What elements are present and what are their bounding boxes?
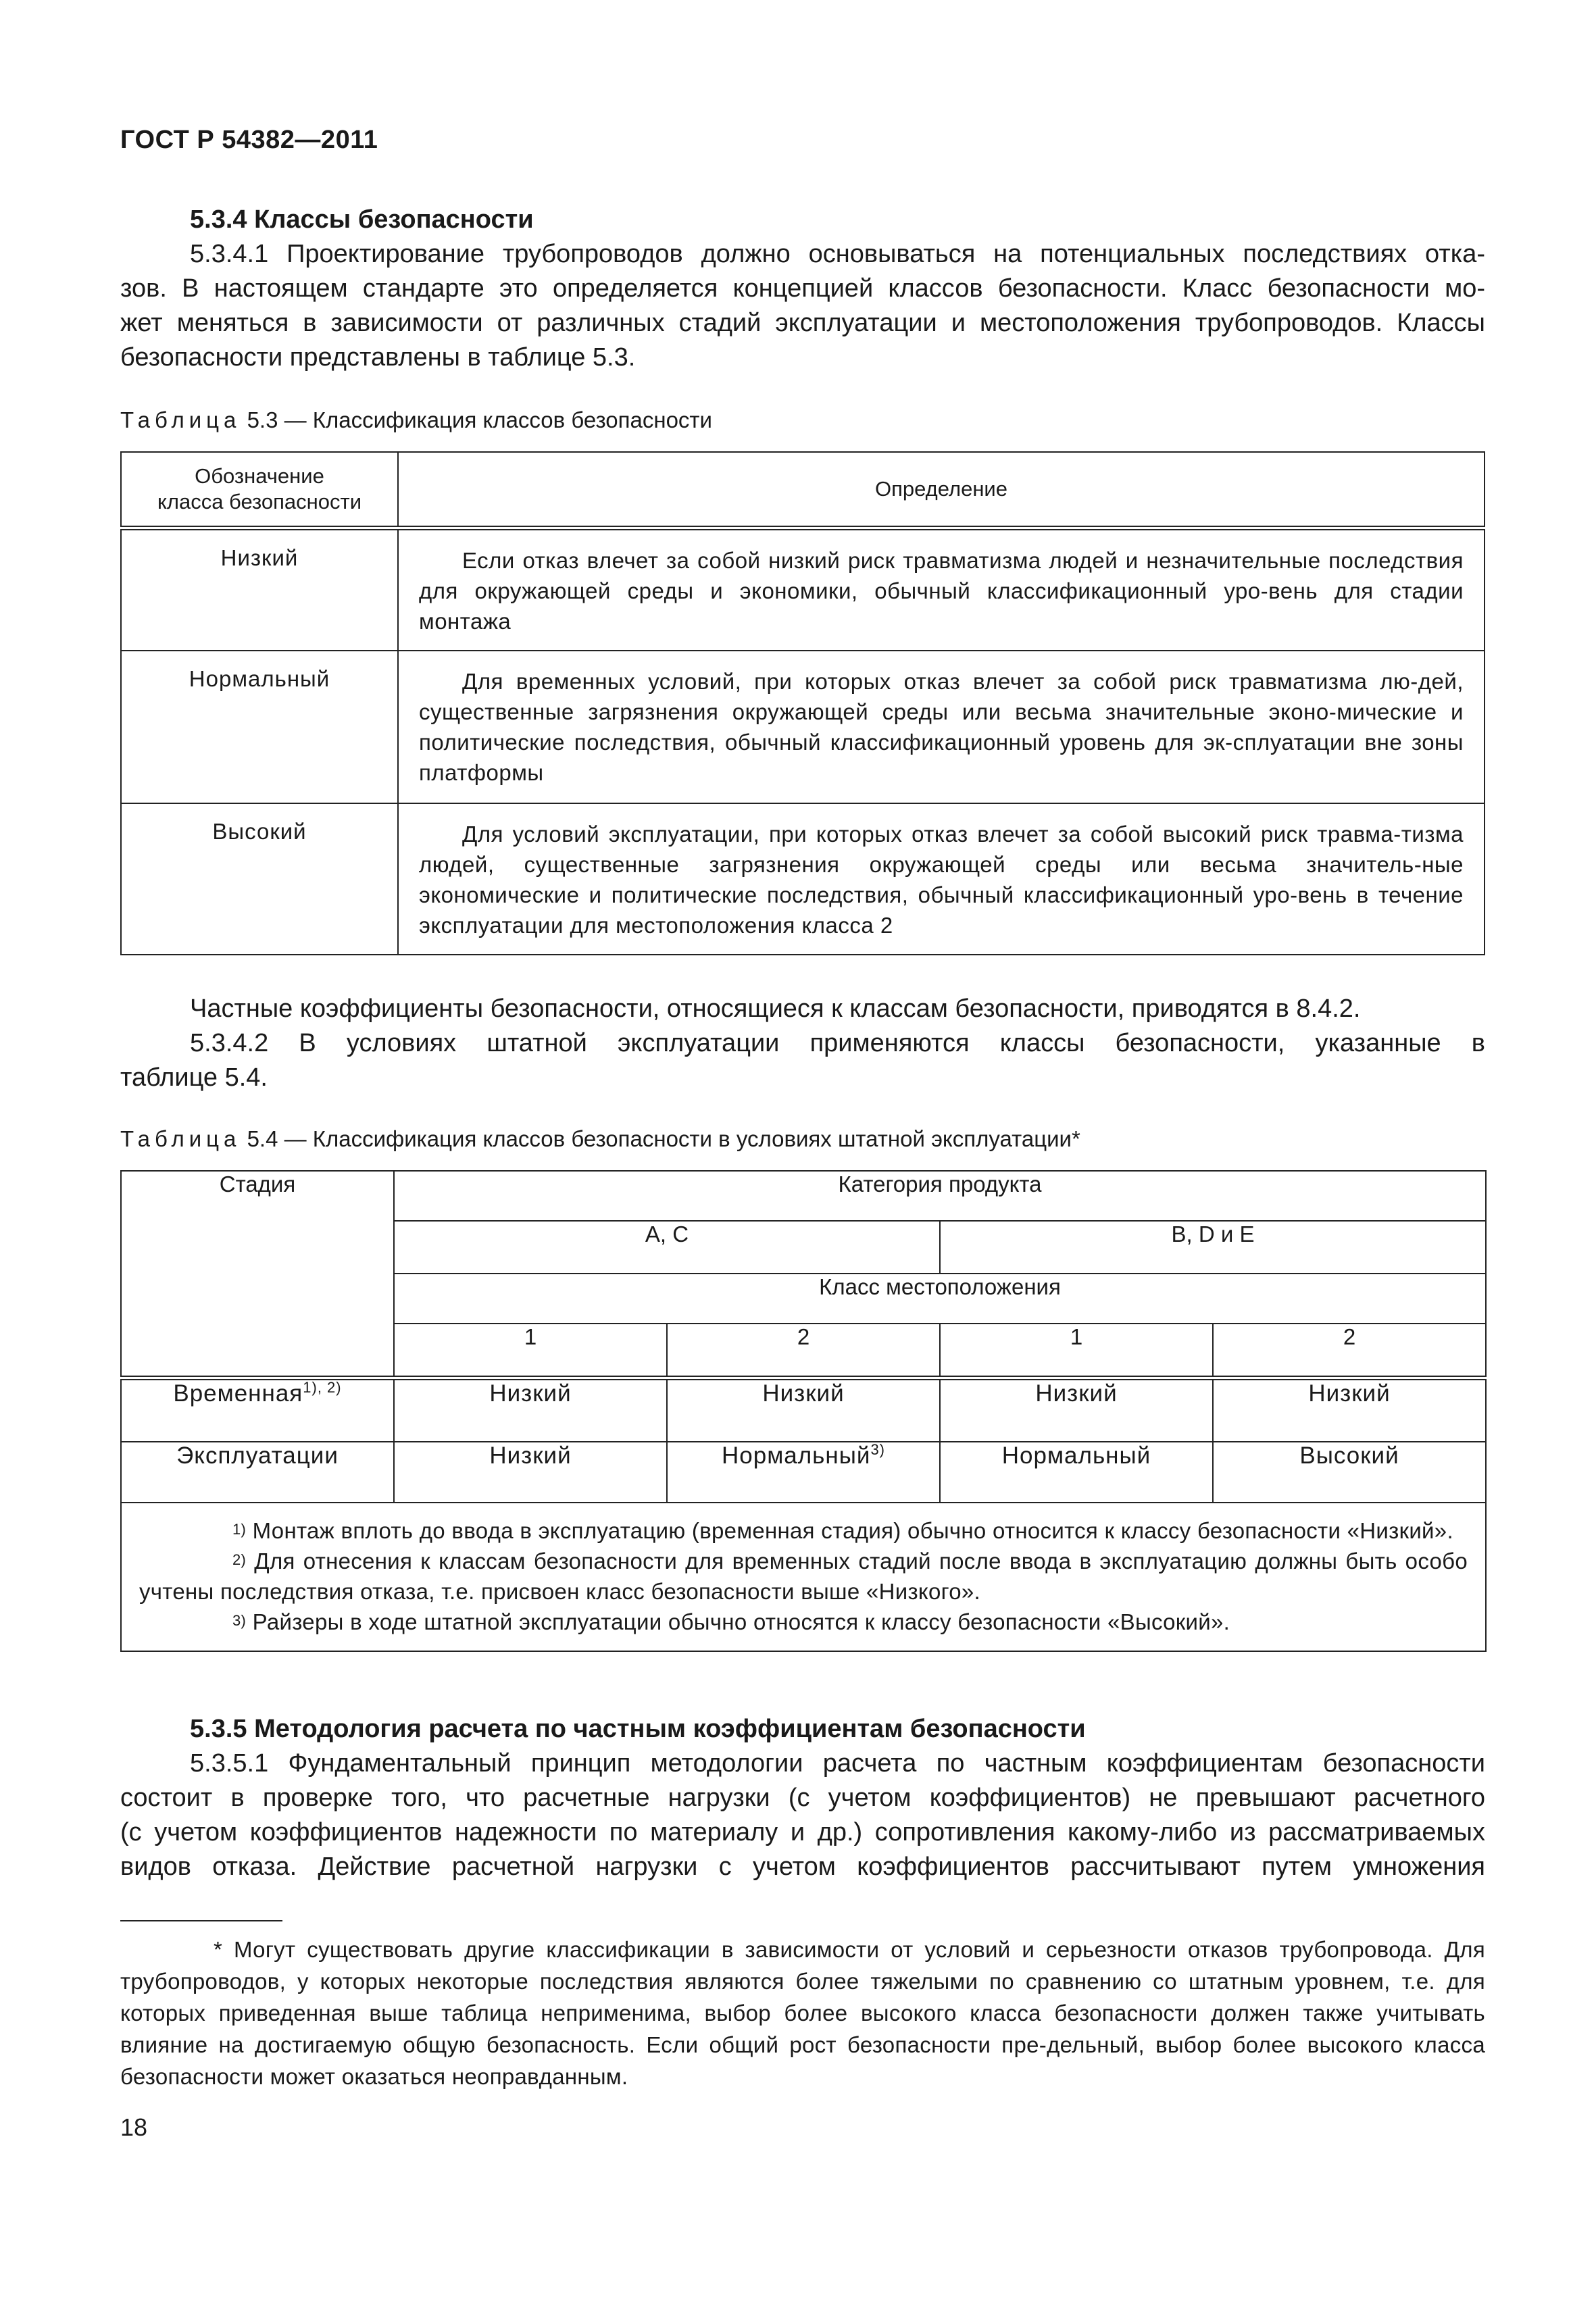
class-definition [398,803,1485,955]
section-heading: 5.3.5 Методология расчета по частным коэффициентам безопасности [190,1715,1086,1743]
stage-header: Стадия [121,1171,394,1378]
paragraph-line: жет меняться в зависимости от различных стадий эксплуатации и местоположения трубопроводов. Классы [120,309,1485,337]
section-heading: 5.3.4 Классы безопасности [190,205,534,234]
location-class-header: Класс местоположения [394,1274,1486,1324]
class-cell: Низкий [394,1442,667,1503]
class-value: Нормальный [722,1442,871,1469]
location-class-value: 2 [667,1324,940,1378]
section-534-continued [120,992,1485,1095]
note-text: Райзеры в ходе штатной эксплуатации обычно относятся к классу безопасности «Высокий». [246,1609,1230,1634]
table-caption [120,1126,1080,1153]
footnote-ref: 1), 2) [303,1379,342,1396]
note-mark: 3) [232,1612,247,1629]
table-row [121,651,1485,803]
table-header-row [121,452,1485,528]
page-number: 18 [120,2113,148,2141]
paragraph-line: 5.3.5.1 Фундаментальный принцип методологии расчета по частным коэффициентам безопасности [190,1749,1485,1778]
paragraph-line: 5.3.4.2 В условиях штатной эксплуатации применяются классы безопасности, указанные в [190,1029,1485,1057]
column-header [121,452,398,528]
class-cell: Нормальный [940,1442,1213,1503]
header-line: Обозначение [195,464,324,488]
paragraph-line: (с учетом коэффициентов надежности по материалу и др.) сопротивления какому-либо из рассматриваемых [120,1818,1485,1846]
table-row [121,528,1485,651]
paragraph-line: зов. В настоящем стандарте это определяется концепцией классов безопасности. Класс безопасности мо- [120,274,1485,303]
note-text: Монтаж вплоть до ввода в эксплуатацию (временная стадия) обычно относится к классу безопасности «Низкий». [246,1518,1453,1543]
location-class-value: 1 [394,1324,667,1378]
class-definition [398,651,1485,803]
definition-text: Для условий эксплуатации, при которых отказ влечет за собой высокий риск травма-тизма людей, существенные загрязнения окружающей среды или весьма значитель-ные экономические и политические последствия, обычный классификационный уро-вень в течение эксплуатации для местоположения класса 2 [419,822,1464,938]
table-notes-row [121,1503,1486,1651]
class-name: Низкий [121,528,398,651]
class-cell: Низкий [940,1378,1213,1442]
table-notes [121,1503,1486,1651]
product-category-header: Категория продукта [394,1171,1486,1221]
caption-label: Таблица [120,1126,241,1151]
section-534 [120,203,1485,375]
class-cell [667,1442,940,1503]
table-caption [120,407,712,434]
location-class-value: 2 [1213,1324,1486,1378]
caption-label: Таблица [120,407,241,432]
location-class-value: 1 [940,1324,1213,1378]
note-text: Для отнесения к классам безопасности для временных стадий после ввода в эксплуатацию должны быть особо учтены последствия отказа, т.е. присвоен класс безопасности выше «Низкого». [139,1549,1468,1604]
definition-text: Для временных условий, при которых отказ влечет за собой риск травматизма лю-дей, существенные загрязнения окружающей среды или весьма значительные эконо-мические и политические последствия, обычный классификационный уровень для эк-сплуатации вне зоны платформы [419,669,1464,785]
footnote [120,1934,1485,2092]
class-name: Высокий [121,803,398,955]
footnote-separator [120,1920,282,1921]
table-note [139,1546,1468,1607]
class-cell: Низкий [1213,1378,1486,1442]
table-row [121,1378,1486,1442]
footnote-ref: 3) [870,1441,885,1458]
table-note [139,1515,1468,1546]
table-row [121,1442,1486,1503]
caption-text: 5.4 — Классификация классов безопасности в условиях штатной эксплуатации* [247,1126,1080,1151]
definition-text: Если отказ влечет за собой низкий риск травматизма людей и незначительные последствия для окружающей среды и экономики, обычный классификационный уро-вень для стадии монтажа [419,548,1464,634]
caption-text: 5.3 — Классификация классов безопасности [247,407,712,432]
class-definition [398,528,1485,651]
stage-cell [121,1378,394,1442]
category-ac-header: A, C [394,1221,940,1274]
paragraph-line: состоит в проверке того, что расчетные нагрузки (с учетом коэффициентов) не превышают расчетного [120,1784,1485,1812]
stage-name: Временная [173,1380,303,1407]
paragraph-line: видов отказа. Действие расчетной нагрузки с учетом коэффициентов рассчитывают путем умножения [120,1853,1485,1881]
note-mark: 2) [232,1551,247,1568]
class-cell: Низкий [667,1378,940,1442]
class-cell: Высокий [1213,1442,1486,1503]
category-bde-header: B, D и E [940,1221,1486,1274]
operation-safety-class-table [120,1170,1487,1652]
column-header: Определение [398,452,1485,528]
paragraph-line: 5.3.4.1 Проектирование трубопроводов должно основываться на потенциальных последствиях отка- [190,240,1485,268]
footnote-text: * Могут существовать другие классификации в зависимости от условий и серьезности отказов трубопровода. Для трубопроводов, у которых некоторые последствия являются более тяжелыми по сравнению со штатным уровнем, т.е. для которых приведенная выше таблица неприменима, выбор более высокого класса безопасности должен также учитывать влияние на достигаемую общую безопасность. Если общий рост безопасности пре-дельный, выбор более высокого класса безопасности может оказаться неоправданным. [120,1937,1485,2089]
standard-header: ГОСТ Р 54382—2011 [120,126,378,154]
paragraph-line: безопасности представлены в таблице 5.3. [120,343,636,372]
header-line: класса безопасности [157,490,362,513]
class-name: Нормальный [121,651,398,803]
note-mark: 1) [232,1521,247,1538]
safety-class-table [120,451,1485,955]
table-header-row [121,1171,1486,1221]
stage-cell: Эксплуатации [121,1442,394,1503]
table-row [121,803,1485,955]
table-note [139,1607,1468,1637]
paragraph: Частные коэффициенты безопасности, относящиеся к классам безопасности, приводятся в 8.4.2. [190,995,1361,1023]
section-535 [120,1712,1485,1884]
paragraph-line: таблице 5.4. [120,1063,268,1092]
class-cell: Низкий [394,1378,667,1442]
